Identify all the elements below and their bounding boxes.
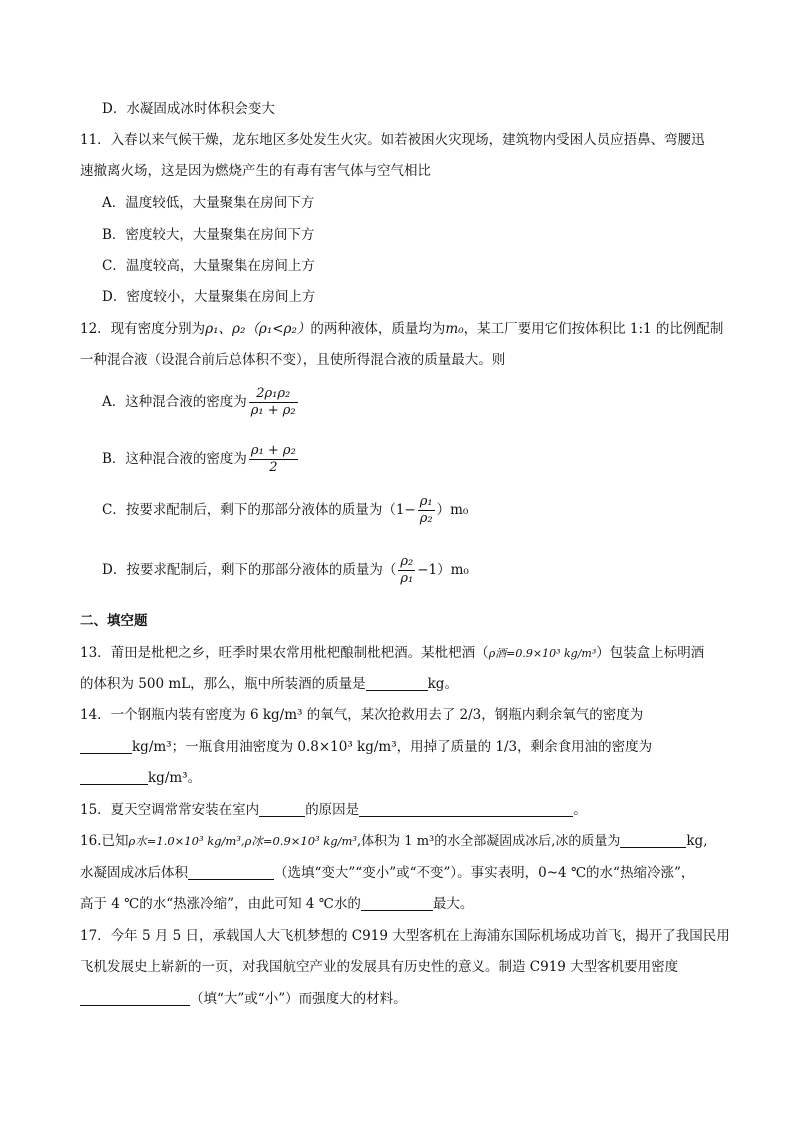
q13-stem-line2 xyxy=(80,675,458,693)
q12-densities: ρ₁、ρ₂（ρ₁<ρ₂） xyxy=(205,321,311,337)
q16-stem-end: 最大。 xyxy=(432,896,474,912)
q12-option-c-text: C．按要求配制后，剩下的那部分液体的质量为（1− xyxy=(102,502,416,518)
q12-option-c-tail: ）m₀ xyxy=(436,502,469,518)
fraction-numerator: 2ρ₁ρ₂ xyxy=(249,386,298,403)
q16-stem-part: ,体积为 1 m³的水全部凝固成冰后,冰的质量为 xyxy=(357,834,621,849)
q12-option-c-fraction xyxy=(418,494,435,527)
q11-option-d: D．密度较小，大量聚集在房间上方 xyxy=(102,289,316,305)
q15-stem xyxy=(80,801,587,819)
q14-stem-line3 xyxy=(80,769,201,787)
q14-answer-blank-2[interactable] xyxy=(80,770,148,785)
q15-stem-part: 的原因是 xyxy=(305,802,360,818)
q12-stem-part: ，某工厂要用它们按体积比 1:1 的比例配制 xyxy=(463,321,724,337)
q11-option-c: C．温度较高，大量聚集在房间上方 xyxy=(102,258,315,274)
q12-stem-part: 12．现有密度分别为 xyxy=(80,321,206,337)
q12-option-d-tail: −1）m₀ xyxy=(417,562,469,578)
q15-stem-part: 15．夏天空调常常安装在室内 xyxy=(80,802,260,818)
q13-stem-part: ）包装盒上标明酒 xyxy=(596,645,705,661)
q12-stem-line1 xyxy=(80,320,723,338)
q16-stem-part: 16.已知 xyxy=(80,833,129,849)
section-title-fill-in: 二、填空题 xyxy=(80,613,148,629)
q17-stem-part: （填“大”或“小”）而强度大的材料。 xyxy=(190,991,407,1007)
q14-unit: kg/m³。 xyxy=(148,770,202,786)
q10-option-d: D．水凝固成冰时体积会变大 xyxy=(102,101,275,117)
fraction-denominator: ρ₂ xyxy=(419,511,433,526)
q12-mass-symbol: m₀ xyxy=(445,321,464,337)
q12-option-b xyxy=(102,443,300,476)
q14-stem-line2 xyxy=(80,738,652,756)
q13-stem-part: 的体积为 500 mL，那么，瓶中所装酒的质量是 xyxy=(80,676,366,692)
q12-stem-line2: 一种混合液（设混合前后总体积不变），且使所得混合液的质量最大。则 xyxy=(80,352,506,368)
q17-stem-line1: 17．今年 5 月 5 日，承载国人大飞机梦想的 C919 大型客机在上海浦东国际机场成功首飞，揭开了我国民用 xyxy=(80,928,730,944)
fraction-denominator: 2 xyxy=(269,460,278,475)
q17-stem-line2: 飞机发展史上崭新的一页，对我国航空产业的发展具有历史性的意义。制造 C919 大型客机要用密度 xyxy=(80,959,679,975)
q12-option-a xyxy=(102,386,300,419)
q13-answer-blank[interactable] xyxy=(366,676,428,691)
q15-answer-blank-2[interactable] xyxy=(359,802,573,817)
q11-option-a: A．温度较低，大量聚集在房间下方 xyxy=(102,195,315,211)
q15-answer-blank-1[interactable] xyxy=(259,802,305,817)
q17-answer-blank[interactable] xyxy=(80,991,190,1006)
q11-stem-line1: 11．入春以来气候干燥，龙东地区多处发生火灾。如若被困火灾现场，建筑物内受困人员应捂鼻、弯腰迅 xyxy=(80,132,705,148)
q12-option-d-fraction xyxy=(398,554,415,587)
q13-wine-density: ρ酒=0.9×10³ kg/m³ xyxy=(488,647,597,660)
fraction-denominator: ρ₁ xyxy=(400,571,414,586)
q12-option-d-text: D．按要求配制后，剩下的那部分液体的质量为（ xyxy=(102,562,397,578)
q12-option-b-text: B．这种混合液的密度为 xyxy=(102,451,247,467)
fraction-numerator: ρ₂ xyxy=(400,554,414,569)
q16-stem-part: 高于 4 ℃的水“热涨冷缩”，由此可知 4 ℃水的 xyxy=(80,896,361,912)
q16-unit: kg, xyxy=(686,833,708,849)
q12-option-d xyxy=(102,554,469,587)
q14-stem-part: kg/m³；一瓶食用油密度为 0.8×10³ kg/m³，用掉了质量的 1/3，剩余食用油的密度为 xyxy=(132,739,653,755)
q13-stem-part: 13．莆田是枇杷之乡，旺季时果农常用枇杷酿制枇杷酒。某枇杷酒（ xyxy=(80,645,489,661)
q11-stem-line2: 速撤离火场，这是因为燃烧产生的有毒有害气体与空气相比 xyxy=(80,163,431,179)
fraction-numerator: ρ₁ + ρ₂ xyxy=(250,443,296,458)
fraction-numerator: ρ₁ xyxy=(419,494,433,509)
q12-option-c xyxy=(102,494,468,527)
q16-stem-part: （选填“变大”“变小”或“不变”）。事实表明，0~4 ℃的水“热缩冷涨”， xyxy=(274,865,695,881)
q16-answer-blank-2[interactable] xyxy=(188,865,274,880)
q15-stem-end: 。 xyxy=(573,802,587,818)
q13-unit: kg。 xyxy=(427,676,458,692)
q16-stem-line3 xyxy=(80,895,473,913)
q16-stem-line1 xyxy=(80,832,708,851)
q16-answer-blank-3[interactable] xyxy=(361,896,433,911)
q17-stem-line3 xyxy=(80,990,407,1008)
fraction-denominator: ρ₁ + ρ₂ xyxy=(250,403,296,418)
q14-stem-line1: 14．一个钢瓶内装有密度为 6 kg/m³ 的氧气，某次抢救用去了 2/3，钢瓶内剩余氧气的密度为 xyxy=(80,707,644,723)
q14-answer-blank-1[interactable] xyxy=(80,739,132,754)
q16-stem-line2 xyxy=(80,864,694,882)
q16-answer-blank-1[interactable] xyxy=(620,833,686,848)
q12-option-a-text: A．这种混合液的密度为 xyxy=(102,394,247,410)
q16-densities: ρ水=1.0×10³ kg/m³,ρ冰=0.9×10³ kg/m³ xyxy=(128,834,358,848)
q12-option-b-fraction xyxy=(249,443,298,476)
q12-option-a-fraction xyxy=(249,386,298,419)
q11-option-b: B．密度较大，大量聚集在房间下方 xyxy=(102,227,315,243)
q13-stem-line1 xyxy=(80,644,704,663)
q16-stem-part: 水凝固成冰后体积 xyxy=(80,865,188,881)
q12-stem-part: 的两种液体，质量均为 xyxy=(310,321,446,337)
